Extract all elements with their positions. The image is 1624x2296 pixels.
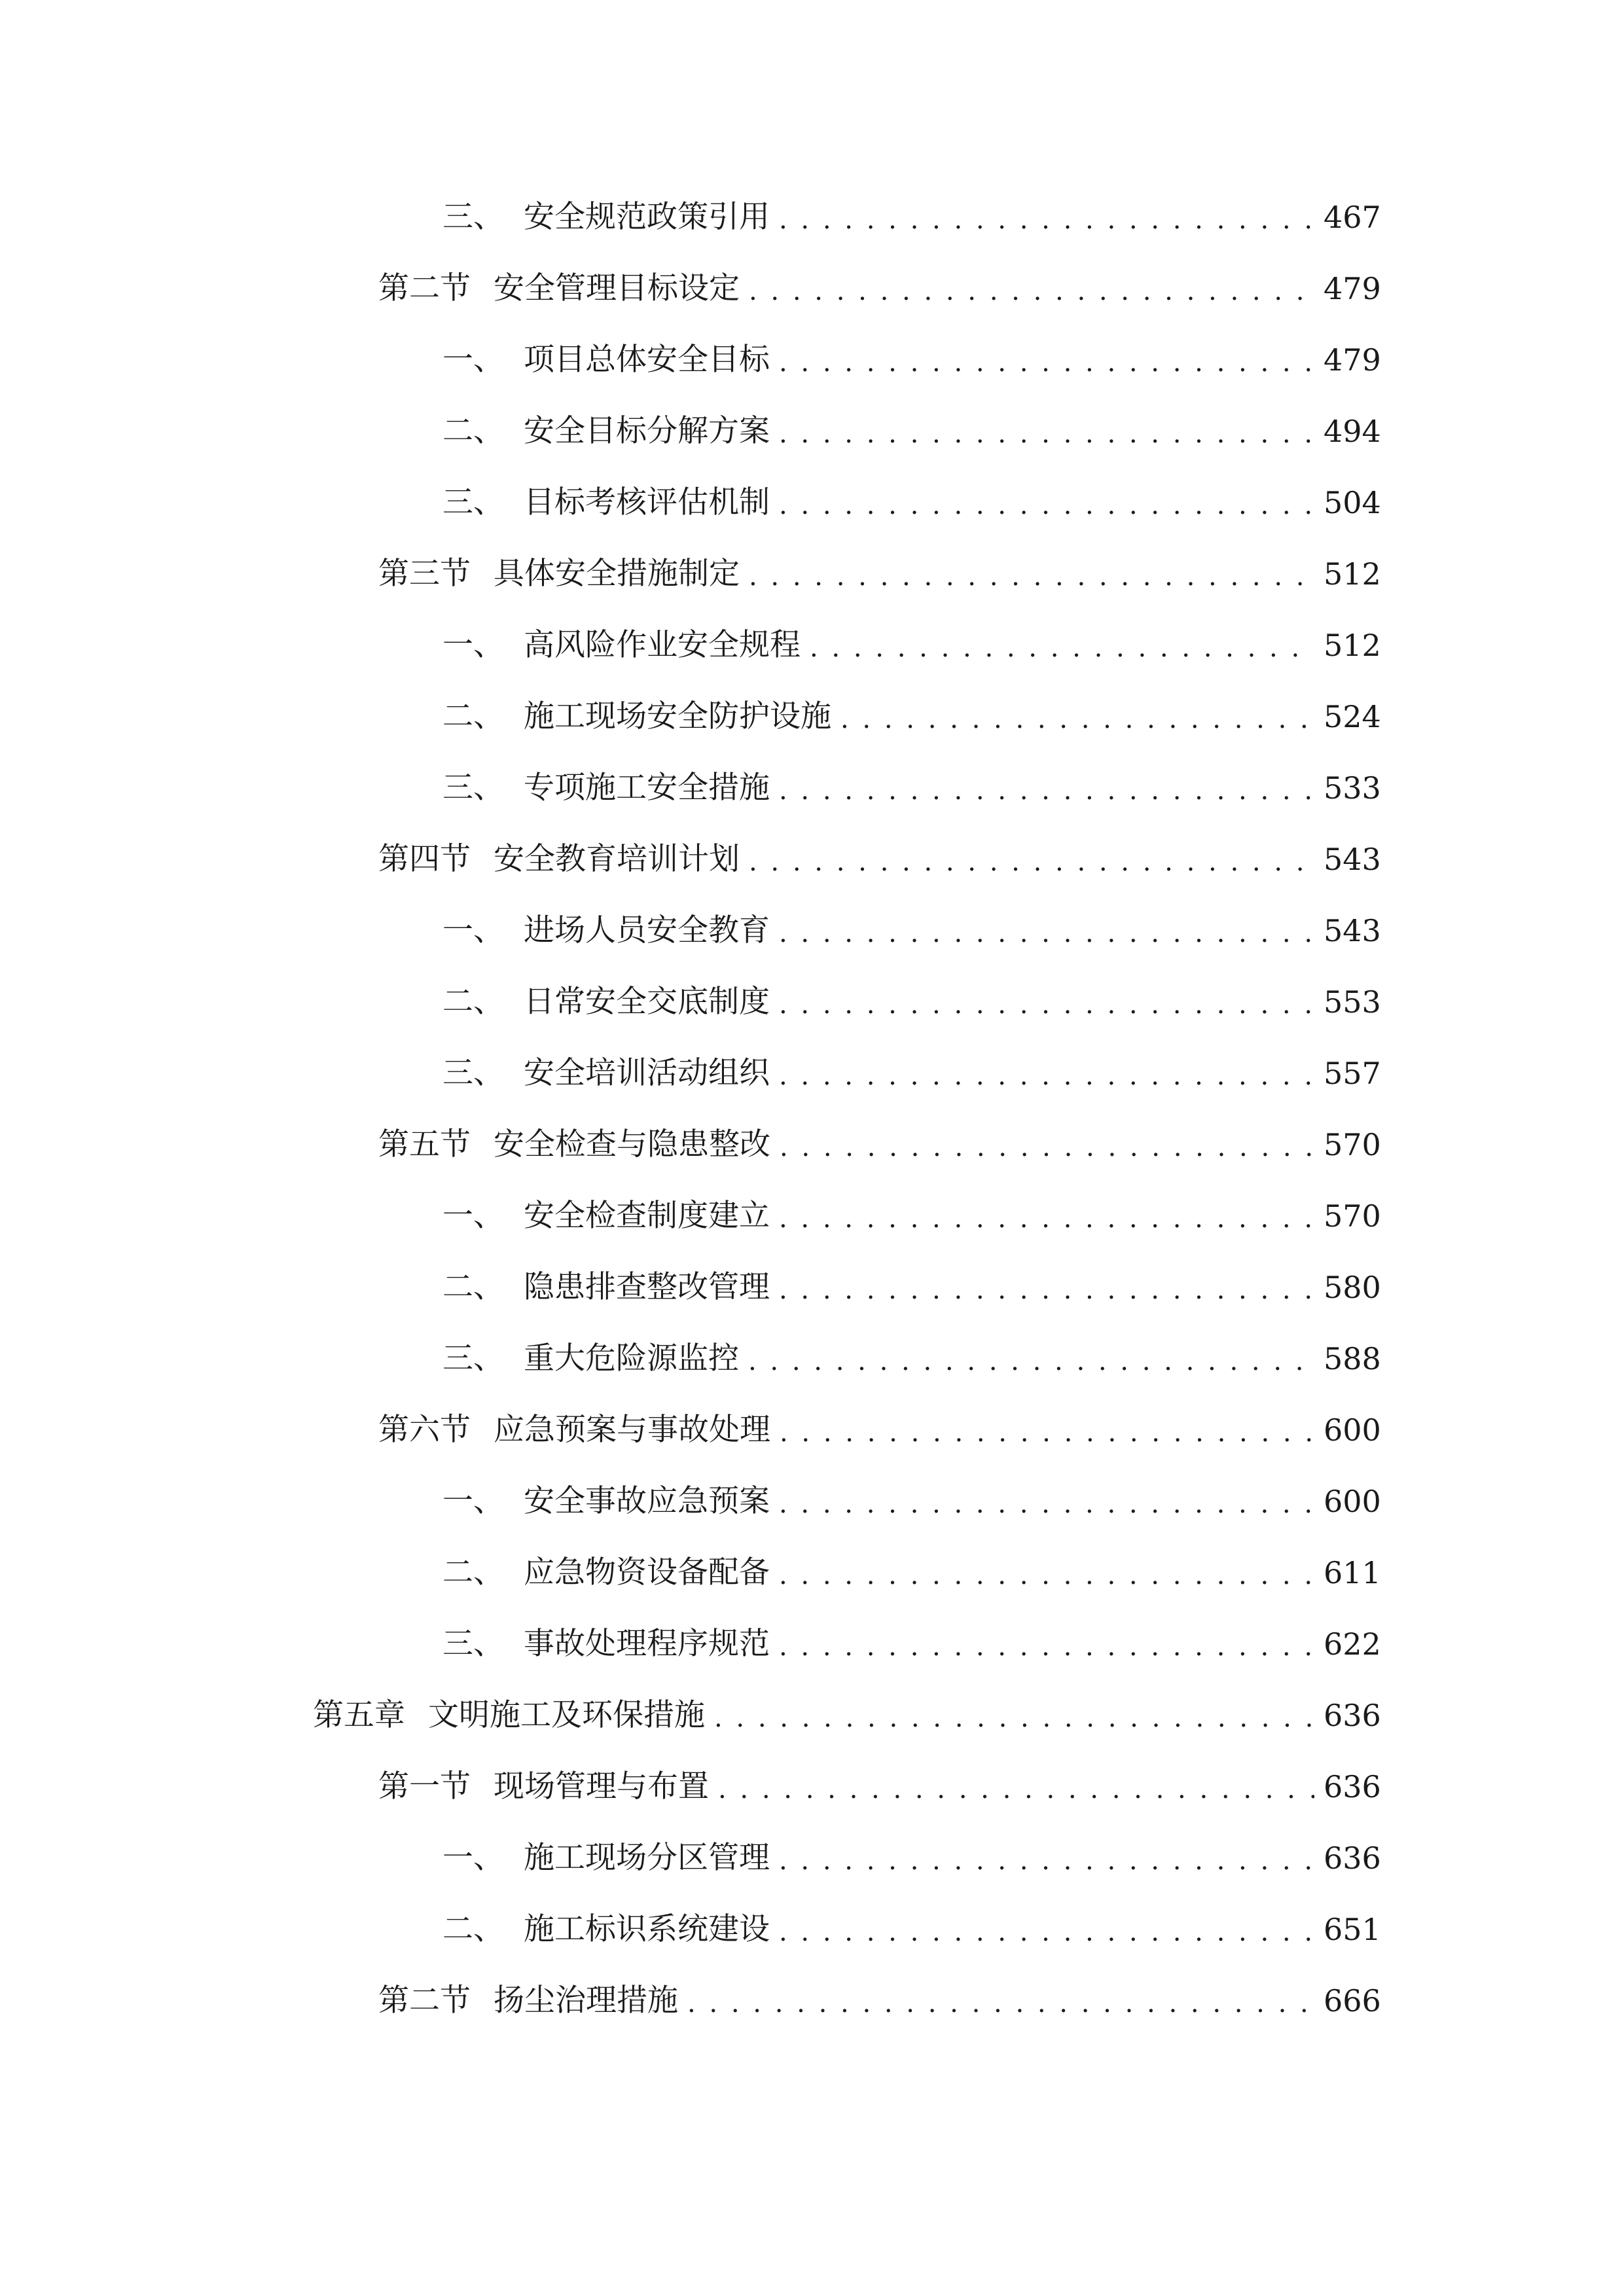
toc-entry-title: 安全事故应急预案 <box>524 1483 770 1519</box>
toc-entry-title: 安全管理目标设定 <box>494 270 740 306</box>
toc-leader-dots <box>779 1183 1314 1255</box>
toc-entry-number: 第五章 <box>313 1697 405 1733</box>
toc-leader-dots <box>749 541 1314 613</box>
toc-entry-number: 一、 <box>442 1198 504 1234</box>
toc-entry-title: 重大危险源监控 <box>524 1340 739 1376</box>
toc-entry-number: 第五节 <box>378 1126 471 1162</box>
toc-entry-title: 施工标识系统建设 <box>524 1911 770 1947</box>
toc-entry[interactable] <box>442 1608 1381 1680</box>
toc-entry-number: 第一节 <box>378 1768 471 1804</box>
toc-entry-title: 应急物资设备配备 <box>524 1554 770 1590</box>
toc-entry-page: 622 <box>1324 1626 1381 1662</box>
toc-leader-dots <box>810 612 1314 684</box>
toc-entry-page: 543 <box>1324 913 1381 948</box>
toc-entry-page: 479 <box>1324 342 1381 378</box>
toc-entry-title: 进场人员安全教育 <box>524 912 770 948</box>
toc-entry-title: 隐患排查整改管理 <box>524 1269 770 1305</box>
toc-entry[interactable] <box>442 681 1381 753</box>
toc-entry[interactable] <box>442 467 1381 539</box>
toc-entry-page: 512 <box>1324 628 1381 663</box>
toc-entry-page: 588 <box>1324 1341 1381 1376</box>
toc-entry-title: 项目总体安全目标 <box>524 342 770 378</box>
toc-entry[interactable] <box>442 1893 1381 1965</box>
toc-entry-title: 日常安全交底制度 <box>524 984 770 1020</box>
toc-leader-dots <box>749 826 1314 898</box>
toc-entry-page: 512 <box>1324 556 1381 592</box>
toc-entry-page: 553 <box>1324 984 1381 1020</box>
toc-entry-page: 600 <box>1324 1412 1381 1448</box>
toc-entry-title: 施工现场分区管理 <box>524 1840 770 1876</box>
toc-entry[interactable] <box>313 1679 1381 1751</box>
toc-entry-page: 611 <box>1324 1555 1381 1590</box>
toc-entry-title: 扬尘治理措施 <box>494 1982 678 2018</box>
toc-leader-dots <box>780 1111 1314 1183</box>
toc-entry-number: 一、 <box>442 627 504 663</box>
toc-entry-number: 第二节 <box>378 1982 471 2018</box>
toc-leader-dots <box>779 1611 1314 1683</box>
toc-leader-dots <box>780 1397 1314 1469</box>
toc-entry[interactable] <box>442 395 1381 467</box>
toc-entry-page: 651 <box>1324 1912 1381 1947</box>
toc-entry-page: 504 <box>1324 485 1381 520</box>
toc-leader-dots <box>840 683 1314 755</box>
toc-leader-dots <box>748 1325 1314 1397</box>
toc-leader-dots <box>779 184 1314 256</box>
toc-entry[interactable] <box>442 1323 1381 1395</box>
toc-leader-dots <box>749 255 1314 327</box>
toc-leader-dots <box>779 1040 1314 1112</box>
toc-entry-number: 三、 <box>442 1626 504 1662</box>
toc-entry-page: 467 <box>1324 200 1381 235</box>
toc-entry-number: 二、 <box>442 984 504 1020</box>
toc-entry-title: 事故处理程序规范 <box>524 1626 770 1662</box>
toc-entry-number: 三、 <box>442 770 504 806</box>
toc-entry[interactable] <box>442 966 1381 1038</box>
toc-entry-title: 高风险作业安全规程 <box>524 627 801 663</box>
toc-entry-page: 636 <box>1324 1698 1381 1733</box>
toc-entry-number: 一、 <box>442 1483 504 1519</box>
toc-leader-dots <box>714 1682 1314 1754</box>
toc-entry-title: 现场管理与布置 <box>494 1768 709 1804</box>
toc-entry-number: 第三节 <box>378 556 471 592</box>
toc-entry-number: 三、 <box>442 1055 504 1091</box>
toc-entry-title: 安全目标分解方案 <box>524 413 770 449</box>
toc-entry-page: 636 <box>1324 1840 1381 1876</box>
toc-entry[interactable] <box>442 1822 1381 1894</box>
toc-entry-title: 专项施工安全措施 <box>524 770 770 806</box>
toc-entry[interactable] <box>378 1394 1381 1466</box>
toc-entry-title: 应急预案与事故处理 <box>494 1412 770 1448</box>
toc-leader-dots <box>779 327 1314 399</box>
toc-leader-dots <box>779 398 1314 470</box>
toc-entry-title: 安全规范政策引用 <box>524 199 770 235</box>
toc-entry[interactable] <box>378 1109 1381 1181</box>
toc-entry-number: 三、 <box>442 1340 504 1376</box>
toc-entry-page: 533 <box>1324 770 1381 806</box>
toc-entry-title: 安全教育培训计划 <box>494 841 740 877</box>
toc-leader-dots <box>779 969 1314 1041</box>
toc-entry-number: 二、 <box>442 1269 504 1305</box>
toc-entry-page: 666 <box>1324 1983 1381 2018</box>
toc-entry-page: 570 <box>1324 1127 1381 1162</box>
toc-entry-page: 570 <box>1324 1198 1381 1234</box>
toc-entry[interactable] <box>378 538 1381 610</box>
toc-entry-number: 二、 <box>442 1554 504 1590</box>
toc-entry-number: 第四节 <box>378 841 471 877</box>
toc-leader-dots <box>779 1254 1314 1326</box>
toc-leader-dots <box>779 469 1314 541</box>
toc-entry-number: 二、 <box>442 413 504 449</box>
toc-entry-number: 二、 <box>442 1911 504 1947</box>
toc-entry-number: 第六节 <box>378 1412 471 1448</box>
toc-entry-page: 479 <box>1324 271 1381 306</box>
toc-leader-dots <box>779 1825 1314 1897</box>
toc-leader-dots <box>779 1468 1314 1540</box>
toc-entry[interactable] <box>378 823 1381 895</box>
toc-entry[interactable] <box>378 253 1381 325</box>
toc-entry-number: 第二节 <box>378 270 471 306</box>
toc-entry[interactable] <box>442 895 1381 967</box>
toc-entry-number: 一、 <box>442 1840 504 1876</box>
toc-leader-dots <box>779 1896 1314 1968</box>
toc-entry-page: 543 <box>1324 842 1381 877</box>
toc-leader-dots <box>779 1539 1314 1611</box>
toc-entry-title: 目标考核评估机制 <box>524 484 770 520</box>
toc-entry-page: 600 <box>1324 1484 1381 1519</box>
toc-entry-page: 580 <box>1324 1270 1381 1305</box>
toc-entry[interactable] <box>442 752 1381 824</box>
toc-entry-number: 一、 <box>442 342 504 378</box>
toc-entry[interactable] <box>442 324 1381 396</box>
toc-entry-title: 施工现场安全防护设施 <box>524 698 831 734</box>
toc-entry-title: 文明施工及环保措施 <box>428 1697 705 1733</box>
toc-entry[interactable] <box>442 1251 1381 1323</box>
toc-entry[interactable] <box>442 1465 1381 1537</box>
toc-entry-title: 安全检查制度建立 <box>524 1198 770 1234</box>
toc-entry[interactable] <box>442 1180 1381 1252</box>
toc-leader-dots <box>779 897 1314 969</box>
toc-entry-page: 494 <box>1324 414 1381 449</box>
toc-entry-title: 安全培训活动组织 <box>524 1055 770 1091</box>
toc-entry-title: 安全检查与隐患整改 <box>494 1126 770 1162</box>
toc-leader-dots <box>687 1967 1314 2039</box>
toc-entry-page: 557 <box>1324 1056 1381 1091</box>
toc-entry[interactable] <box>442 1537 1381 1609</box>
toc-entry-page: 636 <box>1324 1769 1381 1804</box>
toc-entry-number: 三、 <box>442 199 504 235</box>
toc-entry[interactable] <box>442 1037 1381 1109</box>
toc-leader-dots <box>718 1753 1314 1825</box>
toc-entry[interactable] <box>442 181 1381 253</box>
toc-entry-title: 具体安全措施制定 <box>494 556 740 592</box>
toc-entry-number: 一、 <box>442 912 504 948</box>
toc-entry-page: 524 <box>1324 699 1381 734</box>
toc-entry[interactable] <box>442 609 1381 681</box>
toc-entry-number: 二、 <box>442 698 504 734</box>
toc-leader-dots <box>779 755 1314 827</box>
toc-entry[interactable] <box>378 1751 1381 1823</box>
toc-entry[interactable] <box>378 1965 1381 2037</box>
toc-entry-number: 三、 <box>442 484 504 520</box>
